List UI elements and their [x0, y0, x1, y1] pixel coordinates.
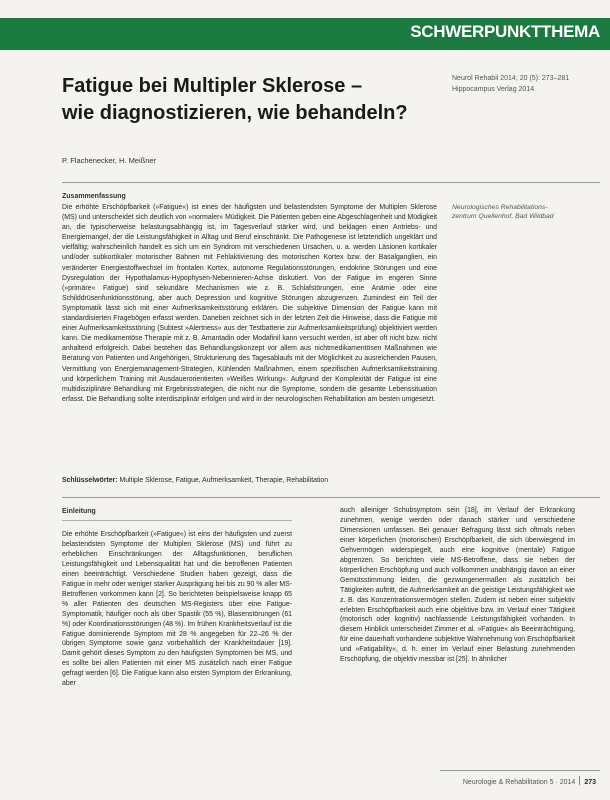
heading-underline — [62, 520, 292, 521]
section-label: SCHWERPUNKTTHEMA — [410, 22, 600, 41]
keywords — [62, 476, 442, 486]
body-column-left: Die erhöhte Erschöpfbarkeit (»Fatigue«) ist eins der häufigsten und zuerst belastendsten Symptome der Multiplen Sklerose (MS) und führt zu erheblichen Einschränkungen der Alltagsfunktionen, beruflichen Leistungsfähigkeit und Lebensqualität hat und die betroffenen Patienten einen beeinträchtigt. Verschiedene Studien haben gezeigt, dass die Fatigue in mehr oder weniger starker Ausprägung bei bis zu 90 % aller MS-Betroffenen vorkommen kann [2]. So berichteten beispielsweise knapp 65 % aller Patienten des deutschen MS-Registers über eine Fatigue-Symptomatik, häufiger noch als über Spastik (55 %), Blasenstörungen (61 %) oder Koordinationsstörungen (48 %). Im frühen Krankheitsverlauf ist die Fatigue dominierende Symptom mit 28 % angegeben für 22–26 % der übrigen Symptome sowie ganz vorbehaltlich der Krankheitsdauer [19]. Damit gehört dieses Symptom zu den häufigsten Symptomen bei MS, und es sollte bei allen Patienten mit einer MS zusätzlich nach einer Fatigue gefragt werden [6]. Die Fatigue kann also ersten Symptom der Erkrankung, aber — [62, 531, 292, 688]
affiliation-note — [452, 203, 592, 221]
citation-line: Neurol Rehabil 2014; 20 (5): 273–281 — [452, 75, 570, 82]
title-line-1: Fatigue bei Multipler Sklerose – — [62, 75, 363, 97]
divider — [62, 497, 600, 498]
affiliation-line-1: Neurologisches Rehabilitations- — [452, 204, 548, 211]
publisher-line: Hippocampus Verlag 2014 — [452, 86, 535, 93]
title-line-2: wie diagnostizieren, wie behandeln? — [62, 102, 408, 124]
keywords-label: Schlüsselwörter: — [62, 477, 118, 484]
article-title — [62, 73, 408, 127]
keywords-list: Multiple Sklerose, Fatigue, Aufmerksamkeit, Therapie, Rehabilitation — [119, 477, 329, 484]
affiliation-line-2: zentrum Quellenhof, Bad Wildbad — [452, 213, 554, 220]
abstract-text: Die erhöhte Erschöpfbarkeit (»Fatigue«) ist eines der häufigsten und belastendsten Symptome der Multiplen Sklerose (MS) und unterscheidet sich deutlich von »normaler« Müdigkeit. Die Patienten geben eine Abgeschlagenheit und Müdigkeit an, die typischerweise belastungsabhängig ist, im Tagesverlauf stärker wird, und beklagen einen Antriebs- und Energiemangel, der die Leistungsfähigkeit in Alltag und Beruf einschränkt. Die Pathogenese ist letztendlich ungeklärt und vielfältig; wahrscheinlich handelt es sich um ein Syndrom mit verschiedenen Ursachen, u. a. werden Läsionen kortikaler und/oder subkortikaler motorischer Bahnen mit Fehlaktivierung des motorischen Kortex bzw. der Basalganglien, ein veränderter Energiestoffwechsel im frontalen Kortex, autonome Regulationsstörungen, endokrine Störungen und eine Dysregulation der Hypothalamus-Hypophysen-Nebennieren-Achse diskutiert. Von der Fatigue im engeren Sinne (»primäre« Fatigue) sind sekundäre Mechanismen wie z. B. Schlafstörungen, eine Anämie oder eine Schilddrüsenfunktionsstörung, aber auch Depression und kognitive Störungen abzugrenzen. Zumindest ein Teil der Symptomatik lässt sich mit einer Aufmerksamkeitsstörung erklären. Die subjektive Dimension der Fatigue kann mit standardisierten Fragebögen erfasst werden. Daneben zeichnet sich in der letzten Zeit die Hinweise, dass die Fatigue mit einer Aufmerksamkeitsstörung (Subtest »Alertness« aus der Testbatterie zur Aufmerksamkeitsprüfung) objektiviert werden kann. Die medikamentöse Therapie mit z. B. Amantadin oder Modafinil kann versucht werden, ist aber oft nicht bzw. nicht anhaltend erfolgreich. Dabei bestehen das Behandlungskonzept vor allem aus nichtmedikamentösen Maßnahmen wie Beratung von Patienten und Angehörigen, Strukturierung des Tagesablaufs mit der Möglichkeit zu ausreichenden Pausen, Vermittlung von Energiemanagement-Strategien, Kühlenden Maßnahmen, einem spezifischen Aufmerksamkeitstraining und körperlichem Training mit Ausdauerorientierten »Weißes Wirkung«. Aufgrund der Komplexität der Fatigue ist eine multidisziplinäre Behandlung mit Ergebnisstrategien, die nicht nur die Symptome, sondern die gesamte Lebenssituation erfasst. Die Behandlung sollte interdisziplinär erfolgen und wird in der neurologischen Rehabilitation am besten umgesetzt. — [62, 204, 438, 403]
footer-separator — [579, 776, 580, 785]
page-number: 273 — [584, 779, 596, 786]
body-column-right: auch alleiniger Schubsymptom sein [18], im Verlauf der Erkrankung zunehmen, wenige werden oder danach stärker und verschiedene Dimensionen umfassen. Bei genauer Befragung lässt sich oftmals neben einer körperlichen (motorischen) Erschöpfbarkeit, die sich überwiegend im Gehvermögen widerspiegelt, auch eine kognitive (mentale) Fatigue abgrenzen. So berichten viele MS-Betroffene, dass sie neben der körperlichen Erschöpfung und auch vollkommen unabhängig davon an einer Gemütsstimmung leiden, die gezwungenermaßen als zusätzlich bei Tätigkeiten auftritt, die Aufmerksamkeit an die geistige Leistungsfähigkeit wie z. B. das Konzentrationsvermögen stellen. Zudem ist neben einer subjektiv erlebten Erschöpfbarkeit auch eine objektive bzw. im Verlauf einer Tätigkeit (motorisch oder kognitiv) nachlassende Leistungsfähigkeit vorhanden. In diesem Hinblick unterscheidet Zimmer et al. »Fatigue« als Beeinträchtigung, für eine dauerhaft vorhandene subjektive Wahrnehmung von Erschöpfbarkeit und »Fatigability«, d. h. einer im Verlauf einer Belastung zunehmenden Erschöpfung, die objektiv messbar ist [25]. In ähnlicher — [340, 507, 575, 664]
page-footer — [463, 776, 596, 786]
journal-name: Neurologie & Rehabilitation 5 · 2014 — [462, 779, 576, 786]
section-heading: Einleitung — [62, 508, 96, 515]
section-band — [0, 18, 610, 50]
authors: P. Flachenecker, H. Meißner — [62, 156, 157, 165]
footer-divider — [440, 770, 600, 771]
publication-info — [452, 73, 602, 95]
abstract-heading: Zusammenfassung — [62, 193, 126, 200]
divider — [62, 182, 600, 183]
